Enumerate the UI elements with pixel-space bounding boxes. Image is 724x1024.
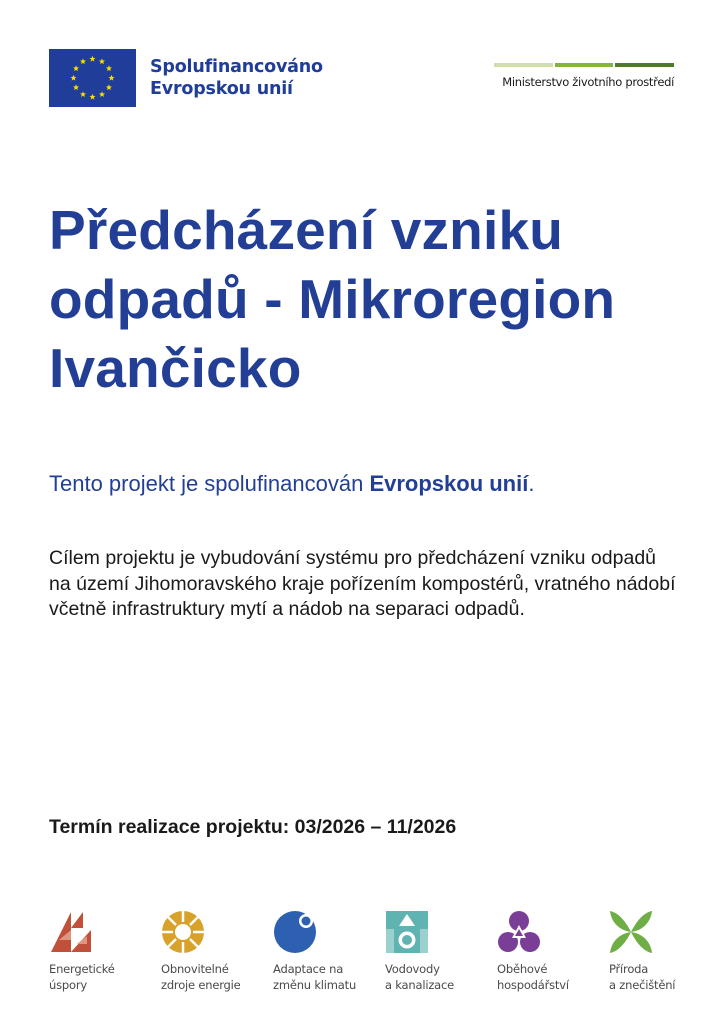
eu-logo-text	[150, 56, 323, 100]
eu-logo-line1: Spolufinancováno	[150, 57, 323, 77]
ministry-bar-mid	[555, 63, 614, 67]
cofinancing-statement	[49, 470, 534, 498]
program-area-nature	[609, 910, 719, 993]
program-area-water	[385, 910, 495, 993]
project-description: Cílem projektu je vybudování systému pro předcházení vzniku odpadů na území Jihomoravského kraje pořízením kompostérů, vratného nádobí včetně infrastruktury mytí a nádob na separaci odpadů.	[49, 547, 676, 620]
program-area-energy	[49, 910, 159, 993]
ministry-name: Ministerstvo životního prostředí	[502, 75, 674, 89]
subtitle-prefix: Tento projekt je spolufinancován	[49, 471, 370, 496]
climate-adaptation-icon	[273, 910, 317, 954]
eu-logo-line2: Evropskou unií	[150, 79, 293, 99]
subtitle-bold: Evropskou unií	[369, 471, 529, 496]
nature-label: Příroda a znečištění	[609, 962, 676, 992]
circular-economy-icon	[497, 910, 541, 954]
ministry-logo	[494, 63, 674, 89]
program-area-circular	[497, 910, 607, 993]
eu-cofinancing-logo	[49, 49, 323, 107]
ministry-color-bars	[494, 63, 674, 67]
climate-label: Adaptace na změnu klimatu	[273, 962, 357, 992]
renewable-energy-icon	[161, 910, 205, 954]
ministry-bar-light	[494, 63, 553, 67]
project-term: Termín realizace projektu: 03/2026 – 11/2026	[49, 816, 457, 838]
water-sewerage-icon	[385, 910, 429, 954]
subtitle-suffix: .	[528, 471, 535, 496]
energy-savings-icon	[49, 910, 93, 954]
ministry-bar-dark	[615, 63, 674, 67]
program-area-renewables	[161, 910, 271, 993]
circular-label: Oběhové hospodářství	[497, 962, 569, 992]
renewables-label: Obnovitelné zdroje energie	[161, 962, 241, 992]
water-label: Vodovody a kanalizace	[385, 962, 455, 992]
energy-label: Energetické úspory	[49, 962, 115, 992]
page-title: Předcházení vzniku odpadů - Mikroregion Ivančicko	[49, 199, 616, 399]
program-area-climate	[273, 910, 383, 993]
program-areas	[49, 910, 689, 1000]
nature-pollution-icon	[609, 910, 653, 954]
eu-flag-icon	[49, 49, 136, 107]
